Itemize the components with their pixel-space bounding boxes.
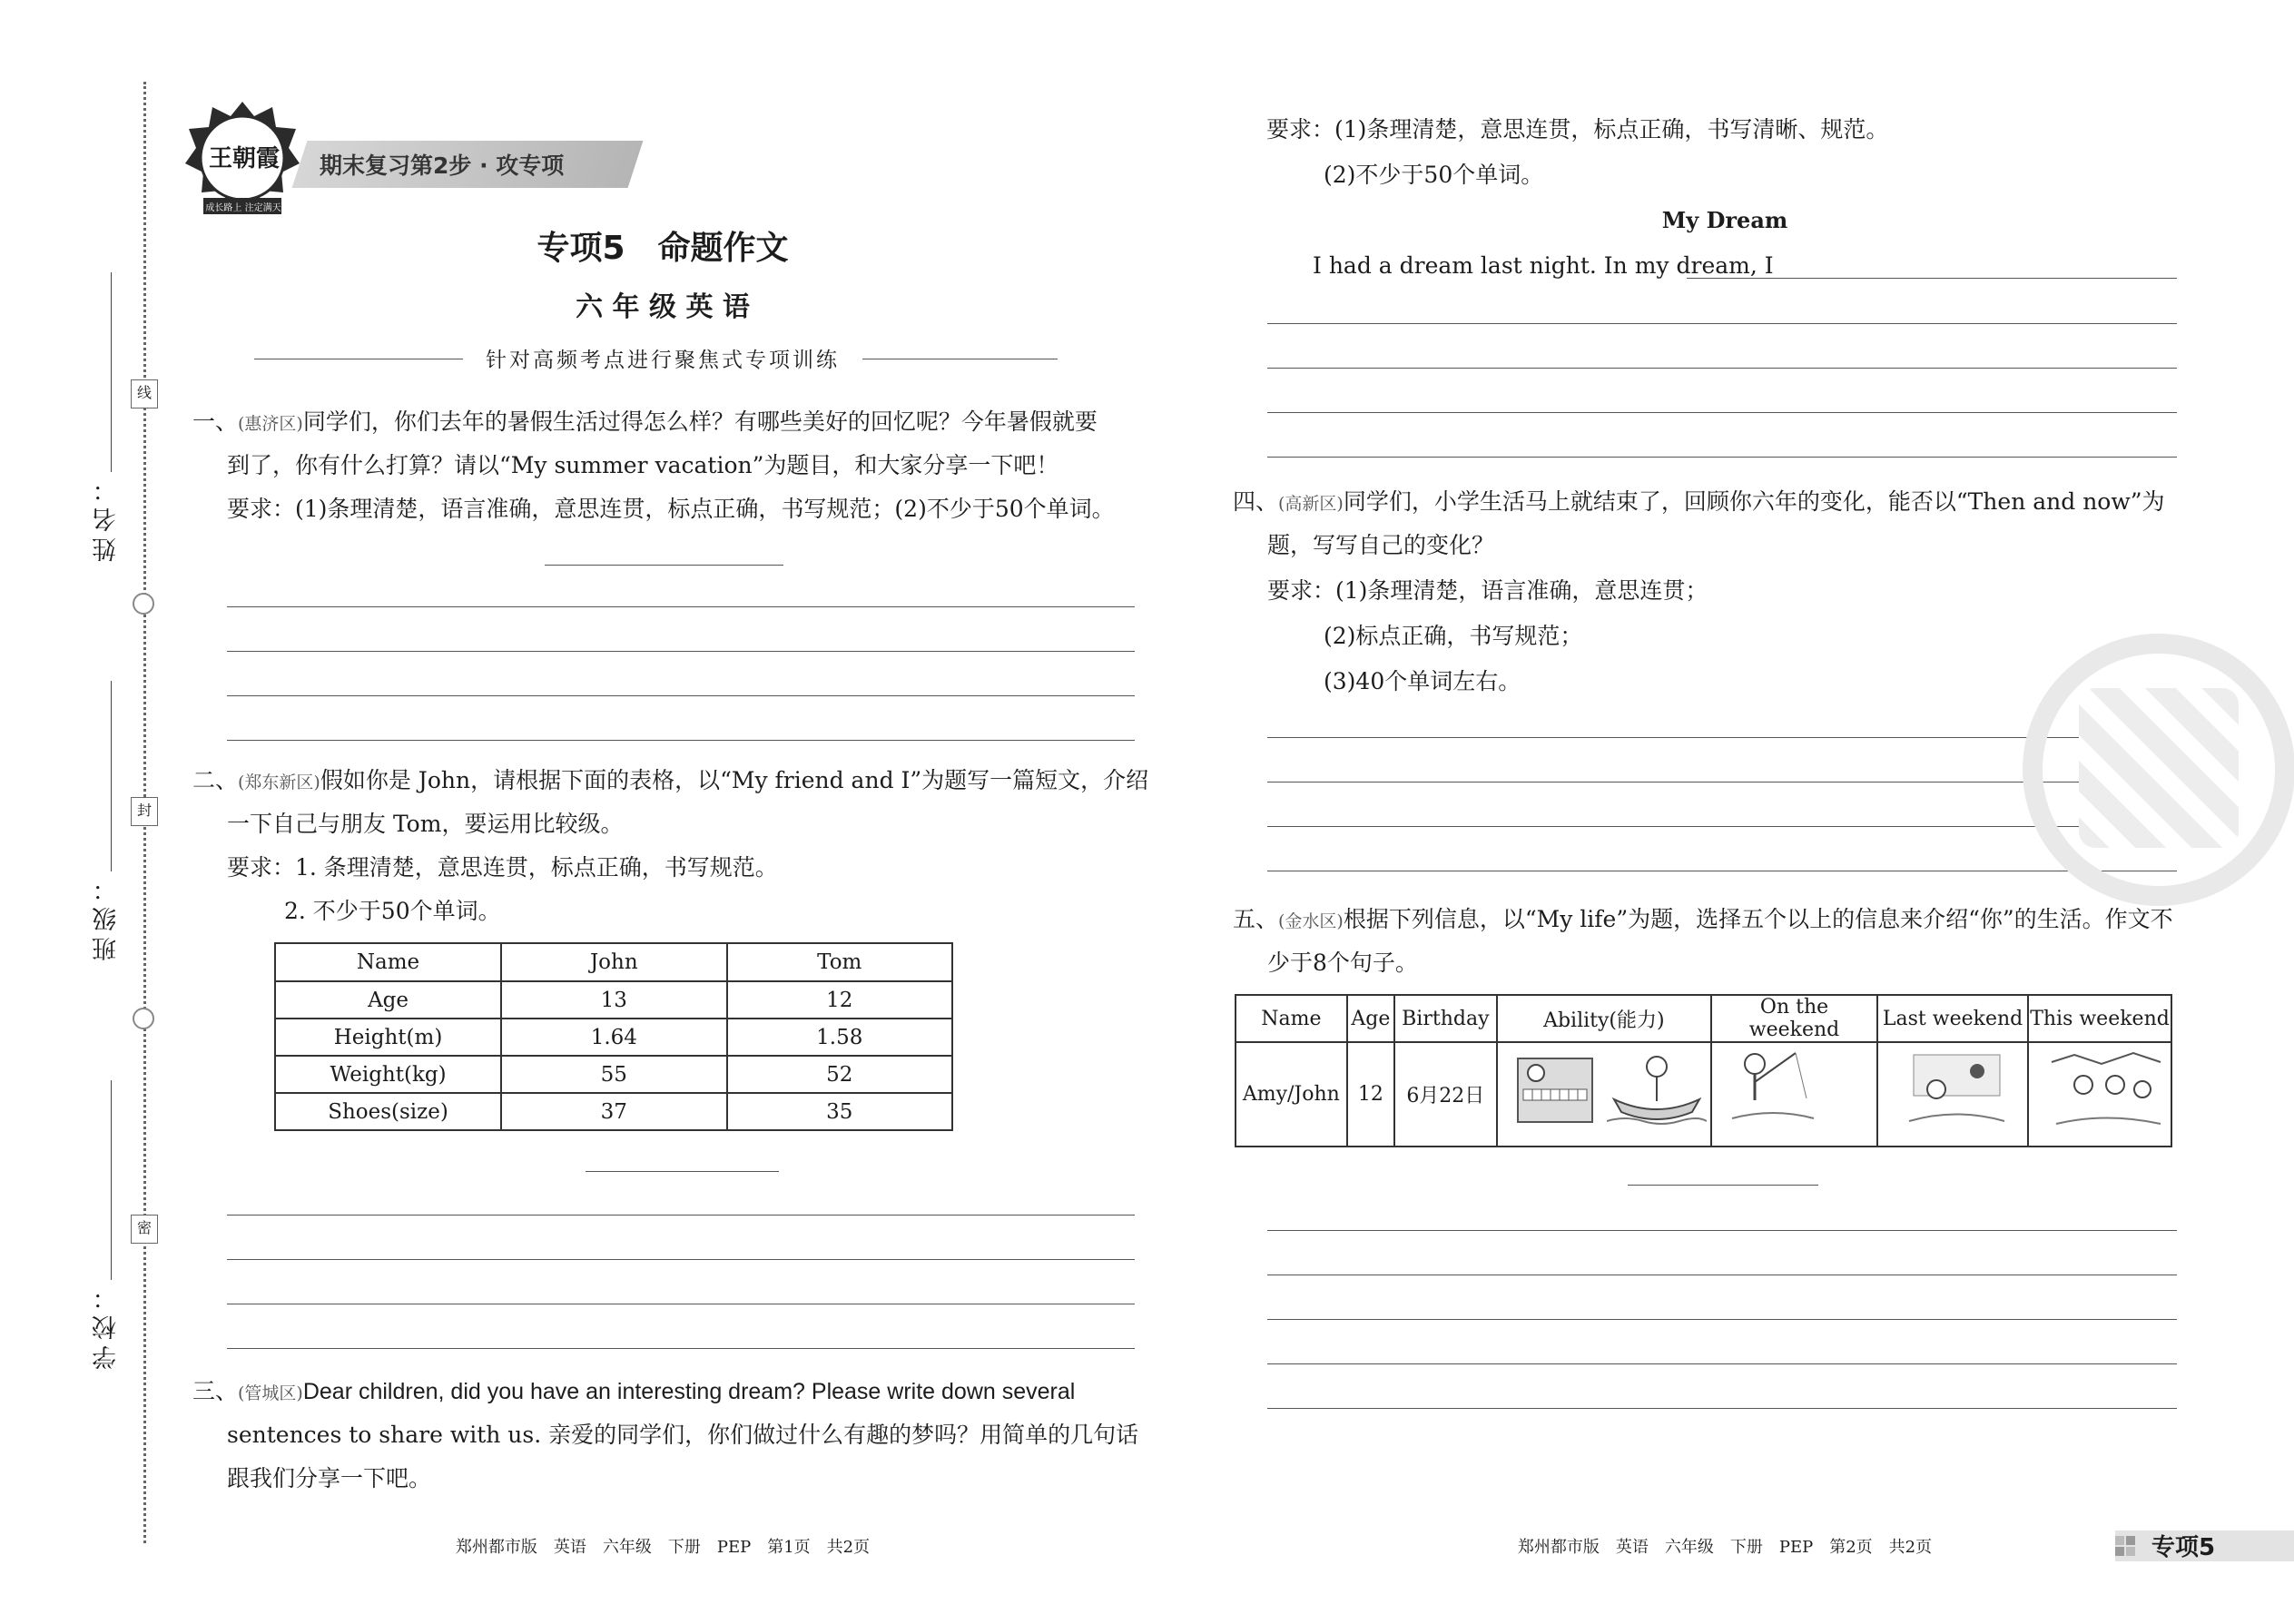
dream-title: My Dream bbox=[1661, 207, 1788, 233]
q2-table-cell: Height(m) bbox=[275, 1019, 501, 1056]
logo-motto: 成长路上 注定满天 bbox=[205, 203, 281, 213]
name-field[interactable] bbox=[111, 272, 112, 472]
q3-line3: 跟我们分享一下吧。 bbox=[227, 1465, 432, 1491]
q5-table-header: Birthday bbox=[1394, 995, 1497, 1042]
q2-table-cell: 37 bbox=[501, 1093, 726, 1130]
logo bbox=[182, 98, 304, 221]
party-picture-icon bbox=[2047, 1044, 2165, 1130]
q5-line1 bbox=[1233, 897, 2173, 944]
q3-requirement1: 要求：(1)条理清楚，意思连贯，标点正确，书写清晰、规范。 bbox=[1266, 116, 1889, 143]
dream-writing-line[interactable] bbox=[1267, 412, 2177, 413]
q5-table-cell: 6月22日 bbox=[1394, 1042, 1497, 1147]
beach-picture-icon bbox=[1905, 1044, 2009, 1130]
q5-number: 五、 bbox=[1233, 906, 1279, 932]
q2-writing-line[interactable] bbox=[227, 1348, 1135, 1349]
q2-table-cell: 12 bbox=[727, 981, 952, 1019]
q5-writing-line[interactable] bbox=[1267, 1319, 2177, 1320]
q4-text1: 同学们，小学生活马上就结束了，回顾你六年的变化，能否以“Then and now”为 bbox=[1343, 488, 2165, 515]
binding-hole bbox=[133, 593, 154, 615]
binding-strip bbox=[0, 0, 154, 1624]
tagline: 针对高频考点进行聚焦式专项训练 bbox=[486, 349, 840, 372]
q2-table-cell: 55 bbox=[501, 1056, 726, 1093]
q3-requirement2: (2)不少于50个单词。 bbox=[1324, 162, 1544, 188]
q2-line2: 一下自己与朋友 Tom，要运用比较级。 bbox=[227, 811, 624, 837]
q1-writing-line[interactable] bbox=[227, 695, 1135, 696]
q5-writing-line[interactable] bbox=[1267, 1408, 2177, 1409]
q2-table bbox=[274, 942, 953, 1131]
q1-line2: 到了，你有什么打算？请以“My summer vacation”为题目，和大家分享一下吧！ bbox=[227, 452, 1059, 478]
q2-table-header: John bbox=[501, 943, 726, 981]
q2-line1 bbox=[192, 758, 1148, 805]
q4-region: (高新区) bbox=[1278, 494, 1344, 514]
q5-title-line[interactable] bbox=[1628, 1185, 1818, 1186]
q2-writing-line[interactable] bbox=[227, 1259, 1135, 1260]
q2-table-header: Name bbox=[275, 943, 501, 981]
q4-requirement3: (3)40个单词左右。 bbox=[1324, 668, 1521, 694]
boating-picture-icon bbox=[1607, 1048, 1707, 1128]
q3-region: (管城区) bbox=[238, 1383, 303, 1403]
q4-requirement2: (2)标点正确，书写规范； bbox=[1324, 623, 1583, 649]
dream-writing-line[interactable] bbox=[1267, 457, 2177, 458]
q1-writing-line[interactable] bbox=[227, 606, 1135, 607]
q4-requirement1: 要求：(1)条理清楚，语言准确，意思连贯； bbox=[1267, 577, 1708, 604]
corner-tag: 专项5 bbox=[2151, 1534, 2216, 1561]
page-title: 专项5 命题作文 bbox=[537, 230, 789, 267]
dream-start: I had a dream last night. In my dream, I bbox=[1313, 252, 1774, 279]
q2-table-header: Tom bbox=[727, 943, 952, 981]
school-field[interactable] bbox=[111, 1080, 112, 1280]
q2-title-line[interactable] bbox=[586, 1171, 779, 1172]
class-field[interactable] bbox=[111, 681, 112, 871]
q5-text1: 根据下列信息，以“My life”为题，选择五个以上的信息来介绍“你”的生活。作文不 bbox=[1343, 906, 2173, 932]
q2-text1: 假如你是 John，请根据下面的表格，以“My friend and I”为题写一篇短文，介绍 bbox=[320, 767, 1149, 793]
q2-table-cell: 13 bbox=[501, 981, 726, 1019]
q2-writing-line[interactable] bbox=[227, 1215, 1135, 1216]
q1-region: (惠济区) bbox=[238, 414, 303, 434]
corner-squares-icon bbox=[2115, 1534, 2146, 1560]
q5-table-cell: Amy/John bbox=[1236, 1042, 1347, 1147]
q1-requirement: 要求：(1)条理清楚，语言准确，意思连贯，标点正确，书写规范；(2)不少于50个单词。 bbox=[227, 496, 1115, 522]
q1-number: 一、 bbox=[192, 408, 239, 435]
q3-line2 bbox=[227, 1412, 1138, 1458]
q3-text2: sentences to share with us. 亲爱的同学们，你们做过什么有趣的梦吗？用简单的几句话 bbox=[227, 1422, 1139, 1448]
q5-table-header: Last weekend bbox=[1877, 995, 2028, 1042]
q4-line2: 题，写写自己的变化？ bbox=[1267, 532, 1495, 558]
q2-table-cell: 35 bbox=[727, 1093, 952, 1130]
class-label: 班级： bbox=[93, 871, 121, 961]
q5-table-header: Age bbox=[1347, 995, 1394, 1042]
q1-text1: 同学们，你们去年的暑假生活过得怎么样？有哪些美好的回忆呢？今年暑假就要 bbox=[302, 408, 1098, 435]
q5-table-header: Ability(能力) bbox=[1497, 995, 1711, 1042]
dream-writing-line[interactable] bbox=[1267, 323, 2177, 324]
binding-hole bbox=[133, 1008, 154, 1029]
q2-region: (郑东新区) bbox=[238, 773, 320, 792]
logo-text: 王朝霞 bbox=[208, 145, 280, 172]
q2-table-cell: 1.64 bbox=[501, 1019, 726, 1056]
q5-region: (金水区) bbox=[1278, 911, 1344, 931]
q4-number: 四、 bbox=[1233, 488, 1279, 515]
q5-line2: 少于8个句子。 bbox=[1267, 950, 1418, 976]
q1-line1 bbox=[192, 399, 1098, 447]
right-footer: 郑州都市版 英语 六年级 下册 PEP 第2页 共2页 bbox=[1517, 1538, 1933, 1557]
q5-table-header: On the weekend bbox=[1711, 995, 1877, 1042]
school-label: 学校： bbox=[93, 1280, 121, 1370]
q3-number: 三、 bbox=[192, 1378, 239, 1404]
q2-table-cell: 1.58 bbox=[727, 1019, 952, 1056]
q5-table-cell: 12 bbox=[1347, 1042, 1394, 1147]
q5-table-header: Name bbox=[1236, 995, 1347, 1042]
q1-title-line[interactable] bbox=[545, 565, 783, 566]
q2-table-cell: Weight(kg) bbox=[275, 1056, 501, 1093]
q2-table-cell: 52 bbox=[727, 1056, 952, 1093]
q2-number: 二、 bbox=[192, 767, 239, 793]
q2-requirement1: 要求：1. 条理清楚，意思连贯，标点正确，书写规范。 bbox=[227, 854, 778, 881]
q5-writing-line[interactable] bbox=[1267, 1230, 2177, 1231]
seal-char-xian: 线 bbox=[131, 379, 158, 408]
q1-writing-line[interactable] bbox=[227, 740, 1135, 741]
q5-table-header: This weekend bbox=[2028, 995, 2171, 1042]
fishing-picture-icon bbox=[1723, 1044, 1823, 1130]
q4-line1 bbox=[1233, 479, 2165, 527]
seal-char-mi: 密 bbox=[131, 1215, 158, 1244]
q2-table-cell: Age bbox=[275, 981, 501, 1019]
q3-text1: Dear children, did you have an interesting dream? Please write down several bbox=[302, 1379, 1076, 1404]
banner-text: 期末复习第2步 · 攻专项 bbox=[320, 153, 565, 179]
q2-requirement2: 2. 不少于50个单词。 bbox=[284, 898, 501, 924]
q3-line1 bbox=[192, 1369, 1075, 1416]
dream-writing-line[interactable] bbox=[1267, 368, 2177, 369]
q1-writing-line[interactable] bbox=[227, 651, 1135, 652]
piano-picture-icon bbox=[1514, 1046, 1596, 1129]
page-subtitle: 六 年 级 英 语 bbox=[576, 291, 750, 323]
name-label: 姓名： bbox=[93, 472, 121, 562]
q5-writing-line[interactable] bbox=[1267, 1363, 2177, 1364]
q2-table-cell: Shoes(size) bbox=[275, 1093, 501, 1130]
dream-writing-line[interactable] bbox=[1687, 278, 2177, 279]
seal-char-feng: 封 bbox=[131, 797, 158, 826]
left-footer: 郑州都市版 英语 六年级 下册 PEP 第1页 共2页 bbox=[455, 1538, 871, 1557]
